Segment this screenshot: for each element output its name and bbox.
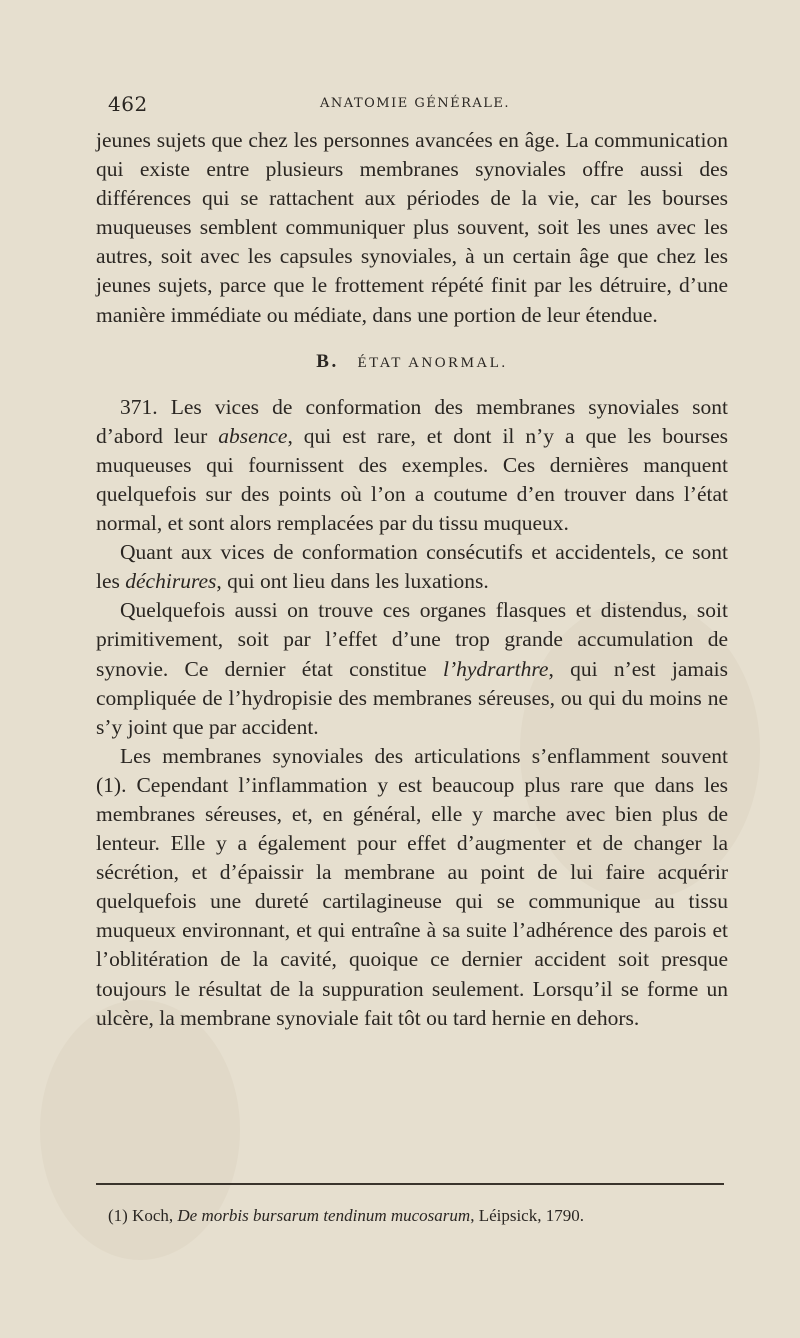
paragraph	[96, 393, 728, 538]
running-head: ANATOMIE GÉNÉRALE.	[320, 96, 511, 111]
body-text	[96, 126, 728, 1033]
footnote	[108, 1204, 728, 1228]
italic-term: l’hydrarthre	[442, 656, 549, 681]
text-run: Quelquefois aussi on trouve ces organes flasques et distendus, soit primitivement, soit par l’effet d’une trop grande accumulation de synovie. Ce dernier état constitue	[96, 598, 728, 681]
section-heading	[96, 350, 728, 375]
text-run: , qui ont lieu dans les luxations.	[216, 569, 489, 594]
footnote-rest: , Léipsick, 1790.	[470, 1206, 584, 1225]
paragraph: Les membranes synoviales des articulations s’enflamment souvent (1). Cependant l’inflammation y est beaucoup plus rare que dans les membranes séreuses, et, en général, elle y marche avec bien plus de lenteur. Elle y a également pour effet d’augmenter et de changer la sécrétion, et d’épaissir la membrane au point de lui faire acquérir quelquefois une dureté cartilagineuse qui se communique au tissu muqueux environnant, et qui entraîne à sa suite l’adhérence des parois et l’oblitération de la cavité, quoique ce dernier accident soit presque toujours le résultat de la suppuration seulement. Lorsqu’il se forme un ulcère, la membrane synoviale fait tôt ou tard hernie en dehors.	[96, 743, 728, 1030]
footnote-title: De morbis bursarum tendinum mucosarum	[177, 1206, 471, 1225]
footnote-marker: (1)	[108, 1206, 128, 1225]
footnote-rule	[96, 1183, 724, 1185]
paragraph	[96, 596, 728, 741]
text-run: Les vices de conformation des membranes synoviales sont d’abord leur	[96, 394, 728, 448]
italic-term: déchirures	[125, 569, 217, 594]
section-title: ÉTAT ANORMAL.	[357, 354, 508, 371]
paragraph-number: 371.	[120, 394, 158, 419]
text-run: , qui est rare, et dont il n’y a que les bourses muqueuses qui fournissent des exemples. Ces dernières manquent quelquefois sur des points où l’on a coutume d’en trouver dans l’état normal, et sont alors remplacées par du tissu muqueux.	[96, 423, 728, 536]
italic-term: absence	[218, 423, 288, 448]
page-header	[108, 92, 728, 116]
text-run: , qui n’est jamais compliquée de l’hydropisie des membranes séreuses, ou qui du moins ne s’y joint que par accident.	[96, 656, 728, 739]
paragraph	[96, 538, 728, 596]
paragraph: jeunes sujets que chez les personnes avancées en âge. La communication qui existe entre plusieurs membranes synoviales offre aussi des différences qui se rattachent aux périodes de la vie, car les bourses muqueuses semblent communiquer plus souvent, soit les unes avec les autres, soit avec les capsules synoviales, à un certain âge que chez les jeunes sujets, parce que le frottement répété finit par les détruire, d’une manière immédiate ou médiate, dans une portion de leur étendue.	[96, 128, 728, 327]
text-run: Quant aux vices de conformation consécutifs et accidentels, ce sont les	[96, 540, 728, 594]
page-number: 462	[108, 92, 148, 116]
section-letter: B.	[316, 350, 339, 372]
footnote-author: Koch,	[127, 1206, 178, 1225]
